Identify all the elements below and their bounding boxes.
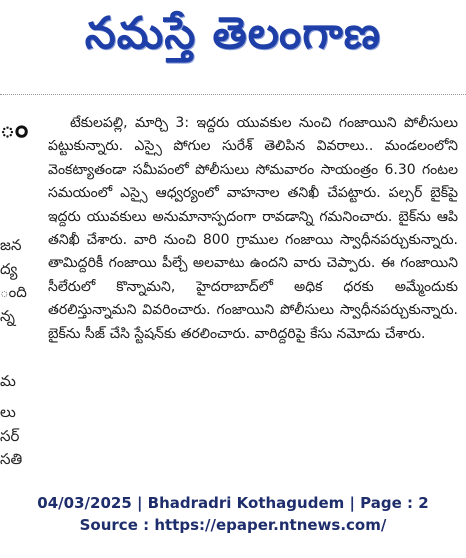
masthead [0,0,466,78]
footer-source: Source : https://epaper.ntnews.com/ [79,516,387,534]
adjacent-text-fragment: జన [0,236,22,254]
adjacent-text-fragment: మ [0,372,16,390]
adjacent-text-fragment: సతి [0,450,23,468]
adjacent-text-fragment: సర్ [0,427,20,445]
page-footer [0,492,466,536]
adjacent-text-fragment: ద్య [0,260,18,278]
newspaper-logo: నమస్తే తెలంగాణ [84,8,382,59]
adjacent-headline-fragment: ం [0,114,29,144]
adjacent-text-fragment: లు [0,403,16,421]
adjacent-text-fragment: ంది [0,283,27,301]
adjacent-text-fragment: న్న [0,307,15,325]
adjacent-column-fragment [0,100,29,480]
footer-edition-info: 04/03/2025 | Bhadradri Kothagudem | Page : 2 [37,494,429,512]
article-body: టేకులపల్లి, మార్చి 3: ఇద్దరు యువకుల నుంచి గంజాయిని పోలీసులు పట్టుకున్నారు. ఎస్సై పోగుల సురేశ్ తెలిపిన వివరాలు.. మండలంలోని వెంకట్యాతండా సమీపంలో పోలీసులు సోమవారం సాయంత్రం 6.30 గంటల సమయంలో ఎస్సై ఆధ్వర్యంలో వాహనాల తనిఖీ చేపట్టారు. పల్సర్ బైక్‌పై ఇద్దరు యువకులు అనుమానాస్పదంగా రావడాన్ని గమనించారు. బైక్‌ను ఆపి తనిఖీ చేశారు. వారి నుంచి 800 గ్రాముల గంజాయి స్వాధీనపర్చుకున్నారు. తామిద్దరికీ గంజాయి పీల్చే అలవాటు ఉందని వారు చెప్పారు. ఈ గంజాయిని సీలేరులో కొన్నామని, హైదరాబాద్‌లో అధిక ధరకు అమ్మేందుకు తరలిస్తున్నామని వివరించారు. గంజాయిని పోలీసులు స్వాధీనపర్చుకున్నారు. బైక్‌ను సీజ్ చేసి స్టేషన్‌కు తరలించారు. వారిద్దరిపై కేసు నమోదు చేశారు. [48,115,458,342]
header-divider [0,94,466,95]
news-article [48,112,458,484]
